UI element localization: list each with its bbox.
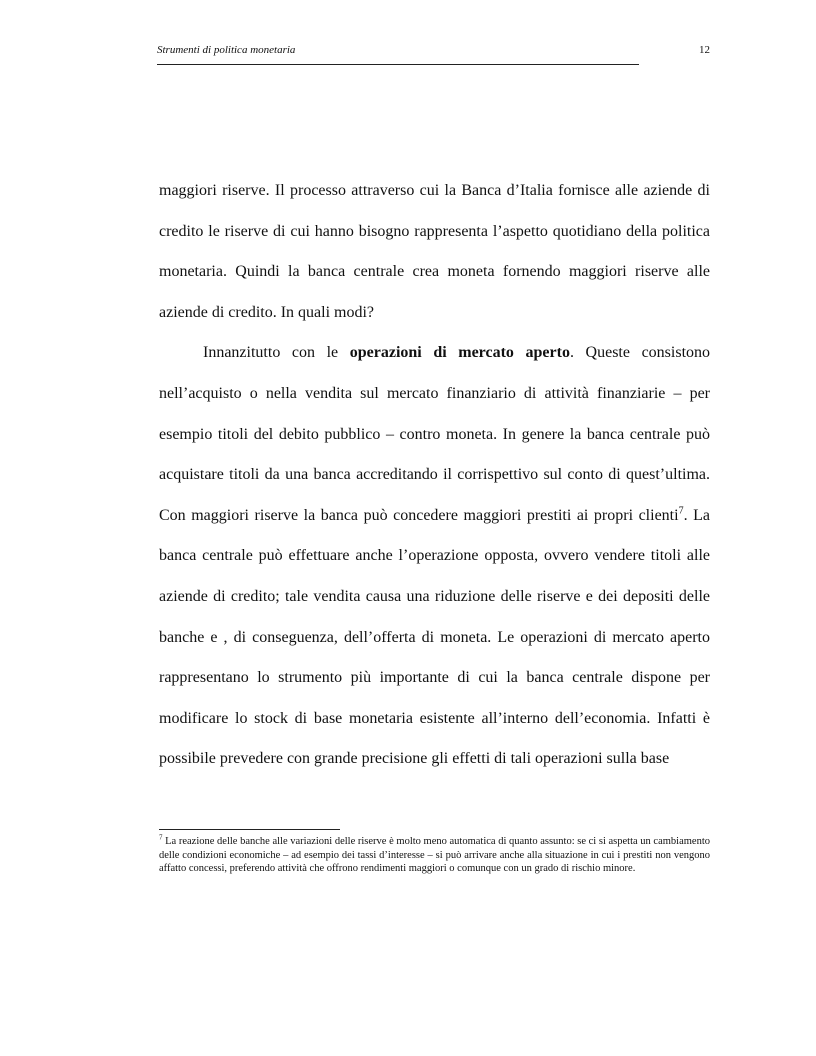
text-run: . La banca centrale può effettuare anche l’operazione opposta, ovvero vendere titoli alle aziende di credito; tale vendita causa una riduzione delle riserve e dei depositi delle banche e , di conseguenza, dell’offerta di moneta. Le operazioni di mercato aperto rappresentano lo strumento più importante di cui la banca centrale dispone per modificare lo stock di base monetaria esistente all’interno dell’economia. Infatti è possibile prevedere con grande precisione gli effetti di tali operazioni sulla base (159, 506, 711, 768)
text-run: . Queste consistono nell’acquisto o nella vendita sul mercato finanziario di attività finanziarie – per esempio titoli del debito pubblico – contro moneta. In genere la banca centrale può acquistare titoli da una banca accreditando il corrispettivo sul conto di quest’ultima. Con maggiori riserve la banca può concedere maggiori prestiti ai propri clienti (159, 344, 711, 524)
bold-term: operazioni di mercato aperto (349, 344, 570, 362)
text-run: Innanzitutto con le (203, 344, 350, 362)
paragraph: maggiori riserve. Il processo attraverso cui la Banca d’Italia fornisce alle aziende di credito le riserve di cui hanno bisogno rappresenta l’aspetto quotidiano della politica monetaria. Quindi la banca centrale crea moneta fornendo maggiori riserve alle aziende di credito. In quali modi? (159, 182, 710, 321)
footnote-divider (159, 829, 340, 830)
footnote-text: La reazione delle banche alle variazioni delle riserve è molto meno automatica di quanto assunto: se ci si aspetta un cambiamento delle condizioni economiche – ad esempio dei tassi d’interesse – si può arrivare anche alla situazione in cui i prestiti non vengono affatto concessi, preferendo attività che offrono rendimenti maggiori o comunque con un grado di rischio minore. (159, 836, 710, 874)
page-number: 12 (699, 44, 710, 56)
header-divider (157, 64, 639, 65)
running-header (157, 40, 710, 62)
main-text (159, 171, 710, 780)
footnote (159, 835, 710, 876)
chapter-title: Strumenti di politica monetaria (157, 44, 296, 56)
footnote-reference[interactable]: 7 (678, 505, 684, 517)
footnote-number: 7 (159, 833, 163, 842)
paragraph (159, 333, 710, 780)
